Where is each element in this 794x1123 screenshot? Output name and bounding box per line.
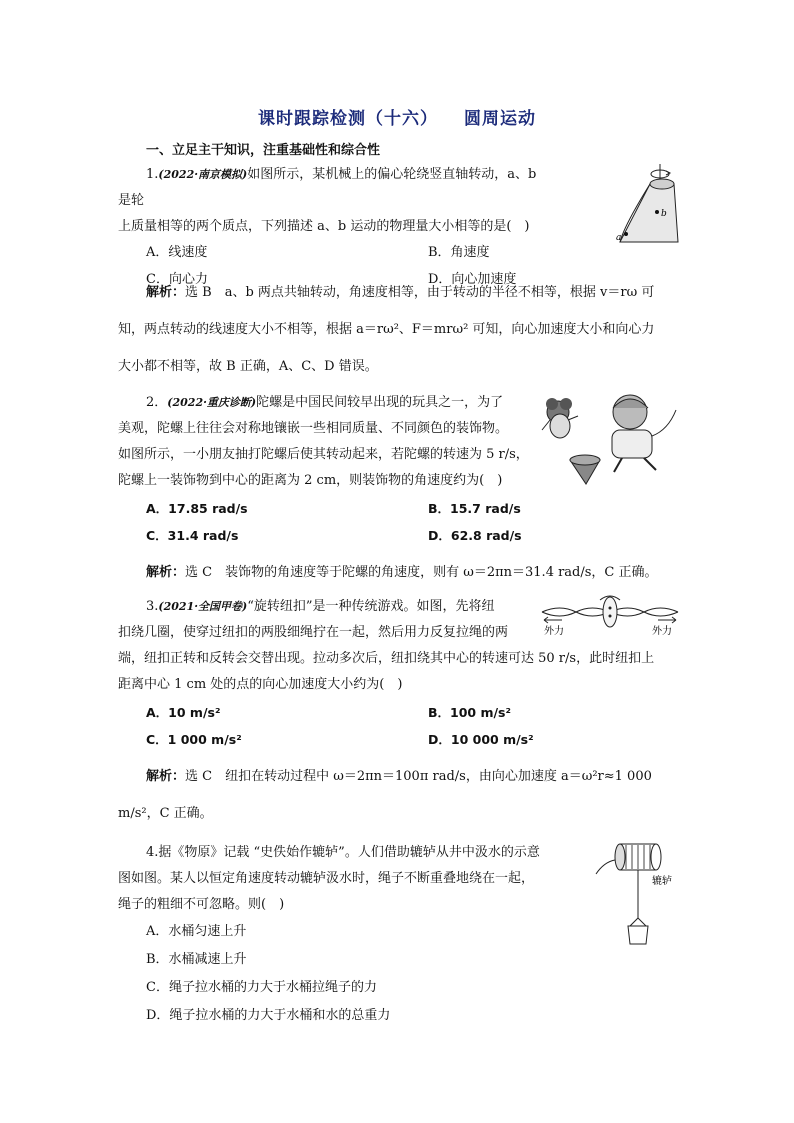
options-row xyxy=(118,523,678,550)
windlass-label: 辘轳 xyxy=(652,876,672,887)
title-main: 课时跟踪检测（十六） xyxy=(258,109,438,129)
option-a: A．10 m/s² xyxy=(146,705,221,720)
option-a: A．水桶匀速上升 xyxy=(146,924,247,939)
options-row xyxy=(118,700,678,727)
option-b: B．角速度 xyxy=(428,245,490,260)
question-source: (2022·南京模拟) xyxy=(158,168,248,181)
svg-text:外力: 外力 xyxy=(544,626,564,636)
option-c: C．1 000 m/s² xyxy=(146,732,242,747)
option-b: B．水桶减速上升 xyxy=(146,952,247,967)
options-row xyxy=(118,496,678,523)
svg-text:a: a xyxy=(616,233,622,243)
question-stem: 上质量相等的两个质点，下列描述 a、b 运动的物理量大小相等的是( ) xyxy=(118,219,530,234)
option-d: D．绳子拉水桶的力大于水桶和水的总重力 xyxy=(146,1008,391,1023)
question-source: (2022·重庆诊断) xyxy=(167,396,257,409)
option-a: A．17.85 rad/s xyxy=(146,501,248,516)
answer-analysis-3: 解析：选 C 纽扣在转动过程中 ω＝2πn＝100π rad/s，由向心加速度 a＝ω²r≈1 000 m/s²，C 正确。 xyxy=(118,769,652,821)
option-b: B．100 m/s² xyxy=(428,705,511,720)
spinning-top-figure xyxy=(540,390,680,494)
option-c: C．绳子拉水桶的力大于水桶拉绳子的力 xyxy=(146,980,377,995)
spinning-button-figure xyxy=(540,594,680,640)
answer-analysis-2: 解析：选 C 装饰物的角速度等于陀螺的角速度，则有 ω＝2πn＝31.4 rad/s，C 正确。 xyxy=(146,565,658,580)
option-a: A．线速度 xyxy=(146,245,208,260)
answer-analysis-1: 解析：选 B a、b 两点共轴转动，角速度相等，由于转动的半径不相等，根据 v＝rω 可 知，两点转动的线速度大小不相等，根据 a＝rω²、F＝mrω² 可知，向心加速度大小和向心力 大小都不相等，故 B 正确，A、C、D 错误。 xyxy=(118,285,655,374)
option-d: D．62.8 rad/s xyxy=(428,528,522,543)
question-2: 2．(2022·重庆诊断)陀螺是中国民间较早出现的玩具之一，为了 美观，陀螺上往往会对称地镶嵌一些相同质量、不同颜色的装饰物。 如图所示，一小朋友抽打陀螺后使其转动起来，若陀螺的转速为 5 r/s， 陀螺上一装饰物到中心的距离为 2 cm，则装饰物的角速度约为( ) A．17.85 rad/s B．15.7 rad/s C．31.4 rad/s D．62.8 rad/s xyxy=(118,390,678,550)
question-source: (2021·全国甲卷) xyxy=(158,600,248,613)
question-4: 4.据《物原》记载 “史佚始作辘轳”。人们借助辘轳从井中汲水的示意 图如图。某人以恒定角速度转动辘轳汲水时，绳子不断重叠地绕在一起， 绳子的粗细不可忽略。则( ) A．水桶匀速上升 B．水桶减速上升 C．绳子拉水桶的力大于水桶拉绳子的力 D．绳子拉水桶的力大于水桶和水的总重力 xyxy=(118,840,678,1030)
options-row xyxy=(118,727,678,754)
option-b: B．15.7 rad/s xyxy=(428,501,521,516)
svg-text:外力: 外力 xyxy=(652,626,672,636)
svg-text:b: b xyxy=(661,209,667,219)
title-topic: 圆周运动 xyxy=(464,109,536,129)
eccentric-wheel-figure xyxy=(590,162,695,248)
option-c: C．向心力 xyxy=(146,272,208,287)
page-title xyxy=(0,104,794,129)
option-d: D．10 000 m/s² xyxy=(428,732,534,747)
question-3: 3.(2021·全国甲卷)“旋转纽扣”是一种传统游戏。如图，先将纽 扣绕几圈，使穿过纽扣的两股细绳拧在一起，然后用力反复拉绳的两 端，纽扣正转和反转会交替出现。拉动多次后，纽扣绕其中心的转速可达 50 r/s，此时纽扣上 距离中心 1 cm 处的点的向心加速度大小约为( ) A．10 m/s² B．100 m/s² C．1 000 m/s² D．10 000 m/s² xyxy=(118,594,678,754)
section-heading: 一、立足主干知识，注重基础性和综合性 xyxy=(146,143,381,158)
option-d: D．向心加速度 xyxy=(428,272,517,287)
windlass-figure xyxy=(594,838,684,954)
option-c: C．31.4 rad/s xyxy=(146,528,239,543)
question-1: 1.(2022·南京模拟)如图所示，某机械上的偏心轮绕竖直轴转动，a、b 是轮 上质量相等的两个质点，下列描述 a、b 运动的物理量大小相等的是( ) A．线速度 B．角速度 C．向心力 D．向心加速度 xyxy=(118,162,678,294)
